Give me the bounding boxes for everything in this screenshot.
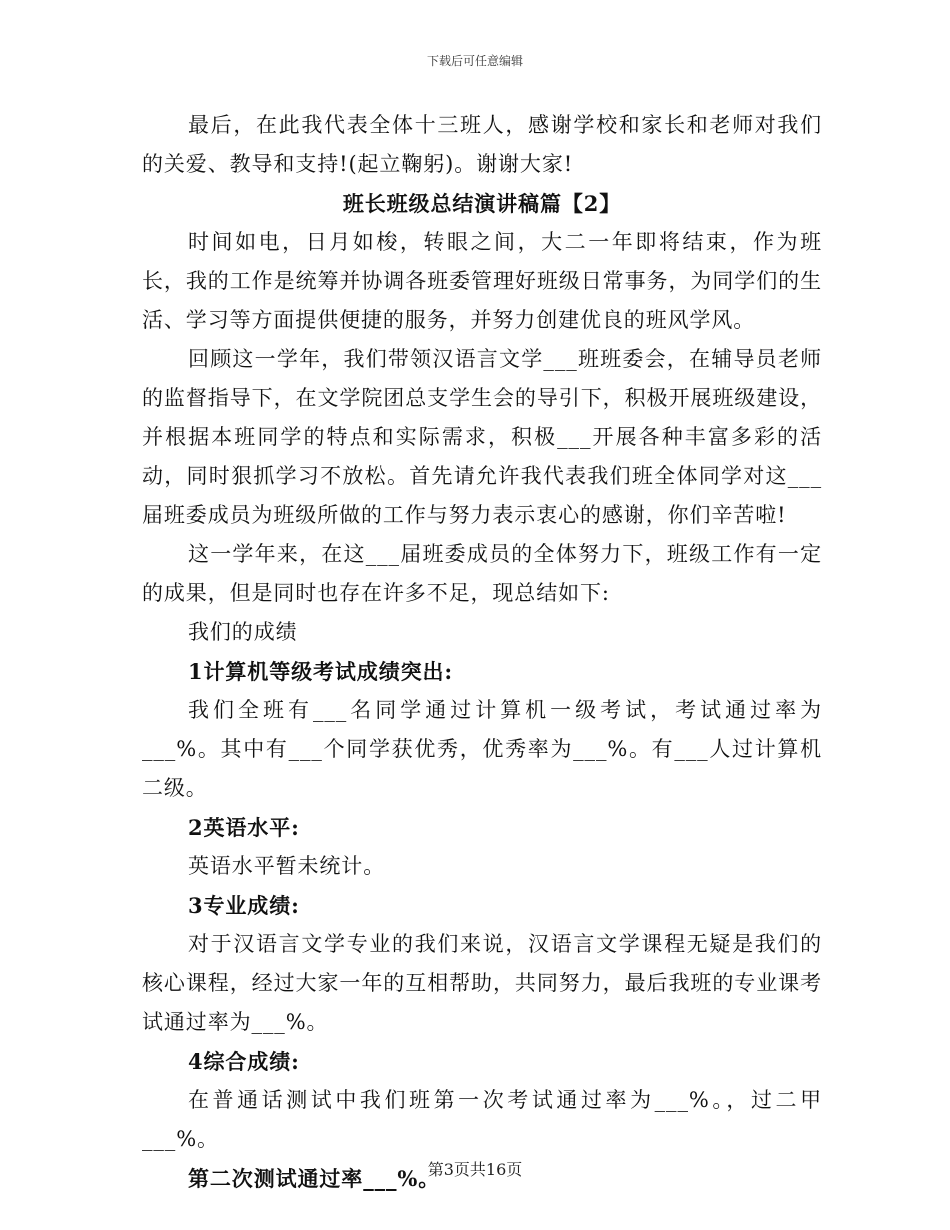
paragraph: 最后，在此我代表全体十三班人，感谢学校和家长和老师对我们的关爱、教导和支持!(起立鞠躬)。谢谢大家! [142,113,822,176]
subheading: 我们的成绩 [188,620,298,644]
document-body [142,106,822,1198]
paragraph: 这一学年来，在这___届班委成员的全体努力下，班级工作有一定的成果，但是同时也存在许多不足，现总结如下: [142,542,822,605]
paragraph-bold: 第二次测试通过率___%。 [188,1166,441,1191]
paragraph: 时间如电，日月如梭，转眼之间，大二一年即将结束，作为班长，我的工作是统筹并协调各班委管理好班级日常事务，为同学们的生活、学习等方面提供便捷的服务，并努力创建优良的班风学风。 [142,230,822,332]
paragraph: 在普通话测试中我们班第一次考试通过率为___%。，过二甲___%。 [142,1088,822,1151]
item-heading: 4综合成绩: [188,1049,300,1074]
section-title: 班长班级总结演讲稿篇【2】 [342,191,622,216]
paragraph: 英语水平暂未统计。 [188,854,386,878]
paragraph: 回顾这一学年，我们带领汉语言文学___班班委会，在辅导员老师的监督指导下，在文学院团总支学生会的导引下，积极开展班级建设，并根据本班同学的特点和实际需求，积极___开展各种丰富多彩的活动，同时狠抓学习不放松。首先请允许我代表我们班全体同学对这___届班委成员为班级所做的工作与努力表示衷心的感谢，你们辛苦啦! [142,347,822,527]
item-heading: 3专业成绩: [188,893,300,918]
header-note: 下载后可任意编辑 [426,54,523,68]
paragraph: 对于汉语言文学专业的我们来说，汉语言文学课程无疑是我们的核心课程，经过大家一年的互相帮助，共同努力，最后我班的专业课考试通过率为___%。 [142,932,822,1034]
paragraph: 我们全班有___名同学通过计算机一级考试，考试通过率为___%。其中有___个同学获优秀，优秀率为___%。有___人过计算机二级。 [142,698,822,800]
item-heading: 1计算机等级考试成绩突出: [188,659,454,684]
page-number: 第3页共16页 [427,1160,523,1179]
item-heading: 2英语水平: [188,815,300,840]
